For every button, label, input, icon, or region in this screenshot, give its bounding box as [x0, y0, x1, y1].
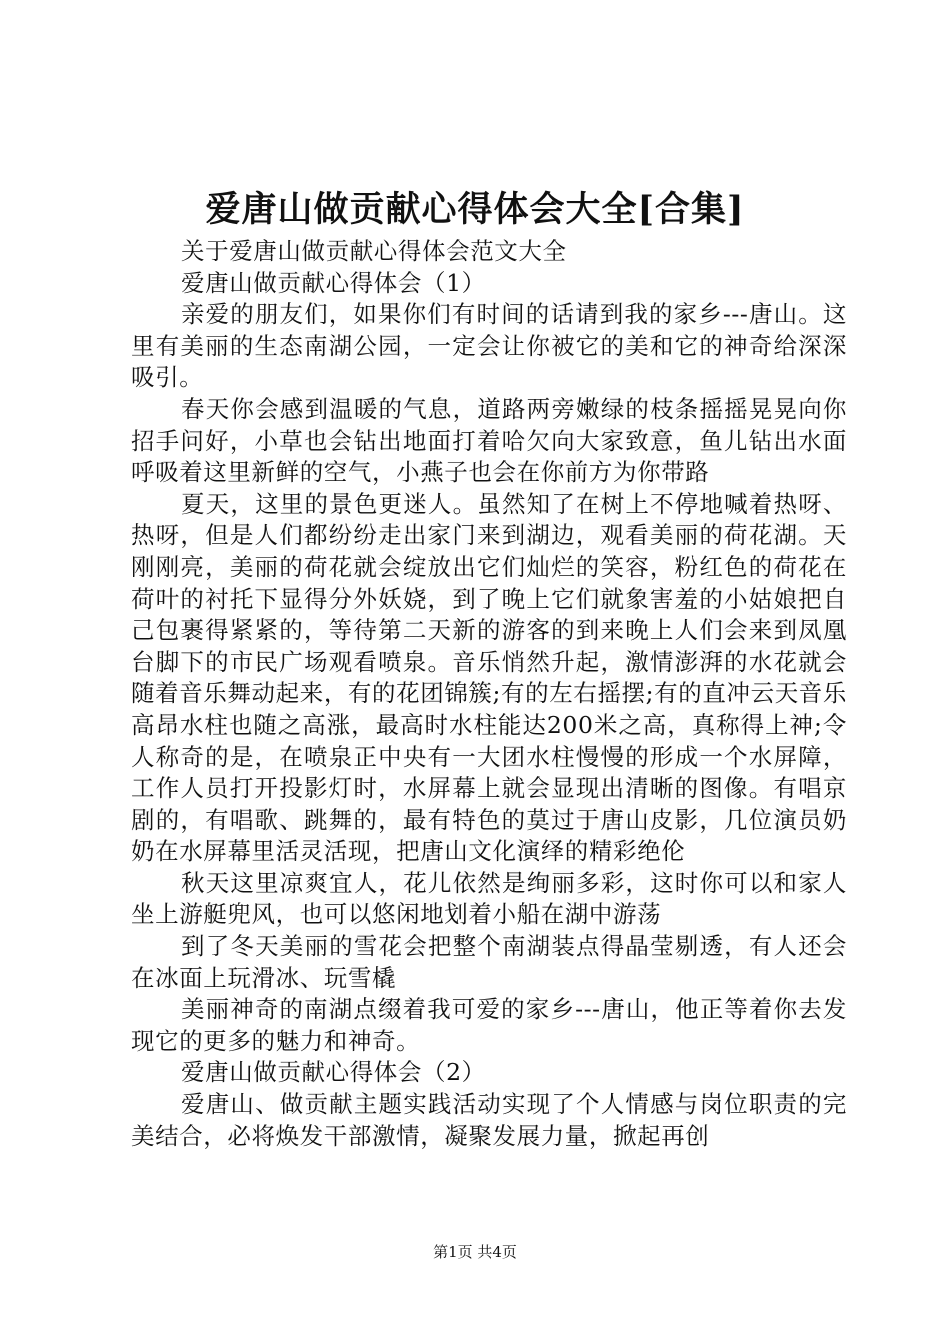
- section-heading-2: 爱唐山做贡献心得体会（2）: [181, 1058, 486, 1087]
- section-heading-1: 爱唐山做贡献心得体会（1）: [181, 268, 486, 297]
- paragraph: 到了冬天美丽的雪花会把整个南湖装点得晶莹剔透，有人还会在冰面上玩滑冰、玩雪橇: [131, 932, 847, 992]
- paragraph-subtitle: 关于爱唐山做贡献心得体会范文大全: [181, 237, 567, 265]
- paragraph: 夏天，这里的景色更迷人。虽然知了在树上不停地喊着热呀、热呀，但是人们都纷纷走出家门来到湖边，观看美丽的荷花湖。天刚刚亮，美丽的荷花就会绽放出它们灿烂的笑容，粉红色的荷花在荷叶的衬托下显得分外妖娆，到了晚上它们就象害羞的小姑娘把自己包裹得紧紧的，等待第二天新的游客的到来晚上人们会来到凤凰台脚下的市民广场观看喷泉。音乐悄然升起，激情澎湃的水花就会随着音乐舞动起来，有的花团锦簇;有的左右摇摆;有的直冲云天音乐高昂水柱也随之高涨，最高时水柱能达200米之高，真称得上神;令人称奇的是，在喷泉正中央有一大团水柱慢慢的形成一个水屏障，工作人员打开投影灯时，水屏幕上就会显现出清晰的图像。有唱京剧的，有唱歌、跳舞的，最有特色的莫过于唐山皮影，几位演员奶奶在水屏幕里活灵活现，把唐山文化演绎的精彩绝伦: [131, 489, 847, 866]
- page-footer: 第1页 共4页: [433, 1243, 517, 1261]
- paragraph: 春天你会感到温暖的气息，道路两旁嫩绿的枝条摇摇晃晃向你招手问好，小草也会钻出地面打着哈欠向大家致意，鱼儿钻出水面呼吸着这里新鲜的空气，小燕子也会在你前方为你带路: [131, 394, 847, 487]
- document-body: [131, 236, 847, 1152]
- paragraph: 亲爱的朋友们，如果你们有时间的话请到我的家乡---唐山。这里有美丽的生态南湖公园，一定会让你被它的美和它的神奇给深深吸引。: [131, 300, 847, 392]
- paragraph: 美丽神奇的南湖点缀着我可爱的家乡---唐山，他正等着你去发现它的更多的魅力和神奇。: [131, 995, 847, 1055]
- paragraph: 秋天这里凉爽宜人，花儿依然是绚丽多彩，这时你可以和家人坐上游艇兜风，也可以悠闲地划着小船在湖中游荡: [131, 868, 847, 929]
- document-title: 爱唐山做贡献心得体会大全[合集]: [205, 189, 745, 230]
- paragraph: 爱唐山、做贡献主题实践活动实现了个人情感与岗位职责的完美结合，必将焕发干部激情，凝聚发展力量，掀起再创: [131, 1090, 847, 1150]
